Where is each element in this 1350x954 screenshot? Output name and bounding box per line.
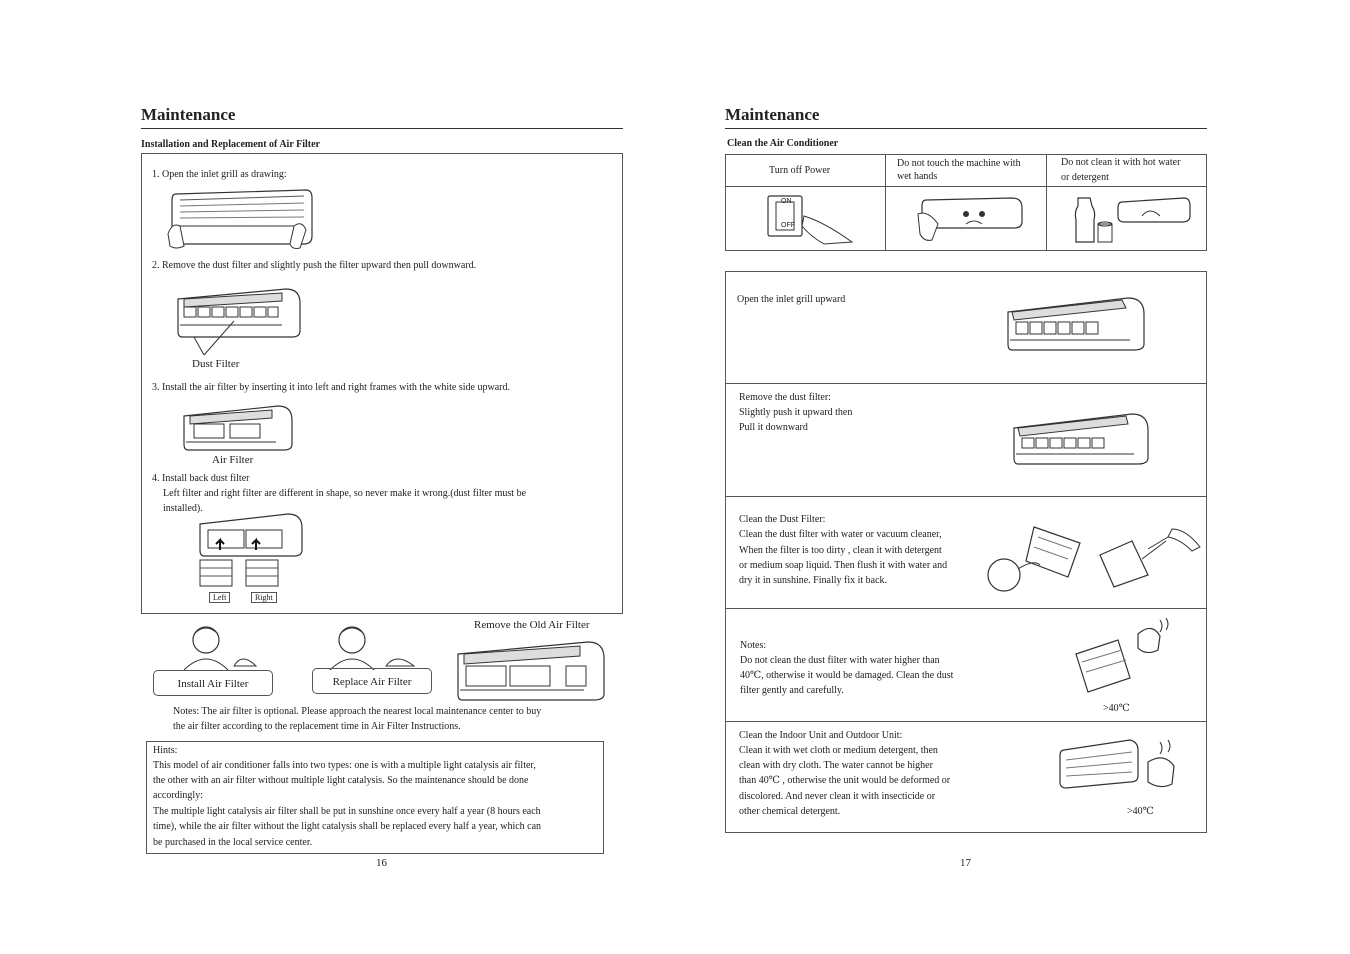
- open-grill-illustration: [166, 186, 316, 251]
- left-title-rule: [141, 128, 623, 129]
- right-page-title: Maintenance: [725, 105, 820, 124]
- remove-dust-filter-illustration: [1010, 410, 1150, 466]
- row3-text-2: When the filter is too dirty , clean it with detergent: [739, 545, 942, 556]
- step-2-text: 2. Remove the dust filter and slightly push the filter upward then pull downward.: [152, 260, 477, 271]
- row4-text-3: filter gently and carefully.: [740, 685, 844, 696]
- notes-line-1: Notes: The air filter is optional. Please approach the nearest local maintenance center to buy: [173, 706, 542, 717]
- row4-text-1: Do not clean the dust filter with water higher than: [740, 655, 940, 666]
- indoor-unit-hot-illustration: [1056, 736, 1184, 798]
- cleaning-divider-4: [725, 721, 1207, 722]
- left-page-number: 16: [376, 857, 387, 869]
- hints-line-1: This model of air conditioner falls into two types: one is with a multiple light catalysis air filter,: [153, 760, 536, 771]
- cleaning-divider-2: [725, 496, 1207, 497]
- right-subtitle: Clean the Air Conditioner: [727, 138, 839, 149]
- replace-person-illustration: [322, 622, 422, 670]
- power-switch-illustration: [764, 192, 856, 244]
- remove-old-filter-caption: Remove the Old Air Filter: [474, 619, 590, 631]
- inlet-grill-illustration: [1004, 294, 1146, 352]
- install-air-filter-label: Install Air Filter: [153, 670, 273, 696]
- left-right-filters-illustration: [196, 558, 286, 594]
- right-page-number: 17: [960, 857, 971, 869]
- hot-water-header-2: or detergent: [1061, 172, 1109, 183]
- right-filter-tag: Right: [251, 592, 277, 603]
- row3-text-4: dry it in sunshine. Finally fix it back.: [739, 575, 888, 586]
- air-filter-caption: Air Filter: [212, 454, 254, 466]
- wet-hands-header-1: Do not touch the machine with: [897, 158, 1021, 169]
- row3-text-3: or medium soap liquid. Then flush it with water and: [739, 560, 948, 571]
- left-subtitle: Installation and Replacement of Air Filter: [141, 139, 320, 150]
- row5-text-2: clean with dry cloth. The water cannot be higher: [739, 760, 933, 771]
- wet-hands-header-2: wet hands: [897, 171, 938, 182]
- hot-water-header-1: Do not clean it with hot water: [1061, 157, 1181, 168]
- vacuum-wash-illustration: [982, 515, 1204, 595]
- hints-line-2: the other with an air filter without multiple light catalysis. So the maintenance should be done: [153, 775, 529, 786]
- row3-text-0: Clean the Dust Filter:: [739, 514, 826, 525]
- wet-hands-illustration: [916, 194, 1026, 244]
- hot-water-filter-illustration: [1060, 614, 1172, 696]
- dust-filter-illustration: [174, 285, 304, 340]
- row4-text-2: 40℃, otherwise it would be damaged. Clean the dust: [740, 670, 954, 681]
- hot-water-illustration: [1070, 192, 1195, 246]
- row4-text-0: Notes:: [740, 640, 767, 651]
- row5-text-1: Clean it with wet cloth or medium detergent, then: [739, 745, 938, 756]
- step-1-text: 1. Open the inlet grill as drawing:: [152, 169, 287, 180]
- row5-temperature: >40℃: [1127, 806, 1154, 817]
- cleaning-divider-1: [725, 383, 1207, 384]
- row3-text-1: Clean the dust filter with water or vacuum cleaner,: [739, 529, 942, 540]
- row2-text-1: Slightly push it upward then: [739, 407, 853, 418]
- cleaning-divider-3: [725, 608, 1207, 609]
- hints-line-5: time), while the air filter without the light catalysis shall be replaced every half a year, which can: [153, 821, 542, 832]
- row5-text-0: Clean the Indoor Unit and Outdoor Unit:: [739, 730, 903, 741]
- right-title-rule: [725, 128, 1207, 129]
- precautions-col-divider-1: [885, 154, 886, 251]
- row5-text-3: than 40℃ , otherwise the unit would be deformed or: [739, 775, 951, 786]
- switch-off-label: OFF: [781, 222, 795, 229]
- row1-text: Open the inlet grill upward: [737, 294, 846, 305]
- replace-air-filter-label: Replace Air Filter: [312, 668, 432, 694]
- row5-text-5: other chemical detergent.: [739, 806, 841, 817]
- step-4-title: 4. Install back dust filter: [152, 473, 250, 484]
- hints-line-3: accordingly:: [153, 790, 203, 801]
- air-filter-illustration: [180, 402, 295, 452]
- turn-off-power-header: Turn off Power: [769, 165, 831, 176]
- hints-line-4: The multiple light catalysis air filter shall be put in sunshine once every half a year (8 hours each: [153, 806, 541, 817]
- dust-filter-caption: Dust Filter: [192, 358, 240, 370]
- hints-line-0: Hints:: [153, 745, 178, 756]
- remove-old-filter-illustration: [454, 638, 609, 702]
- left-filter-tag: Left: [209, 592, 230, 603]
- row5-text-4: discolored. And never clean it with insecticide or: [739, 791, 936, 802]
- step-4-line-2: installed).: [163, 503, 203, 514]
- hints-line-6: be purchased in the local service center.: [153, 837, 313, 848]
- install-person-illustration: [176, 622, 266, 670]
- left-page-title: Maintenance: [141, 105, 236, 124]
- step-3-text: 3. Install the air filter by inserting it into left and right frames with the white side upward.: [152, 382, 510, 393]
- step-4-line-1: Left filter and right filter are different in shape, so never make it wrong.(dust filter must be: [163, 488, 527, 499]
- precautions-col-divider-2: [1046, 154, 1047, 251]
- notes-line-2: the air filter according to the replacement time in Air Filter Instructions.: [173, 721, 461, 732]
- row2-text-2: Pull it downward: [739, 422, 808, 433]
- precautions-table-divider: [725, 186, 1207, 187]
- row2-text-0: Remove the dust filter:: [739, 392, 831, 403]
- row4-temperature: >40℃: [1103, 703, 1130, 714]
- switch-on-label: ON: [781, 198, 792, 205]
- install-back-filter-illustration: [196, 510, 306, 558]
